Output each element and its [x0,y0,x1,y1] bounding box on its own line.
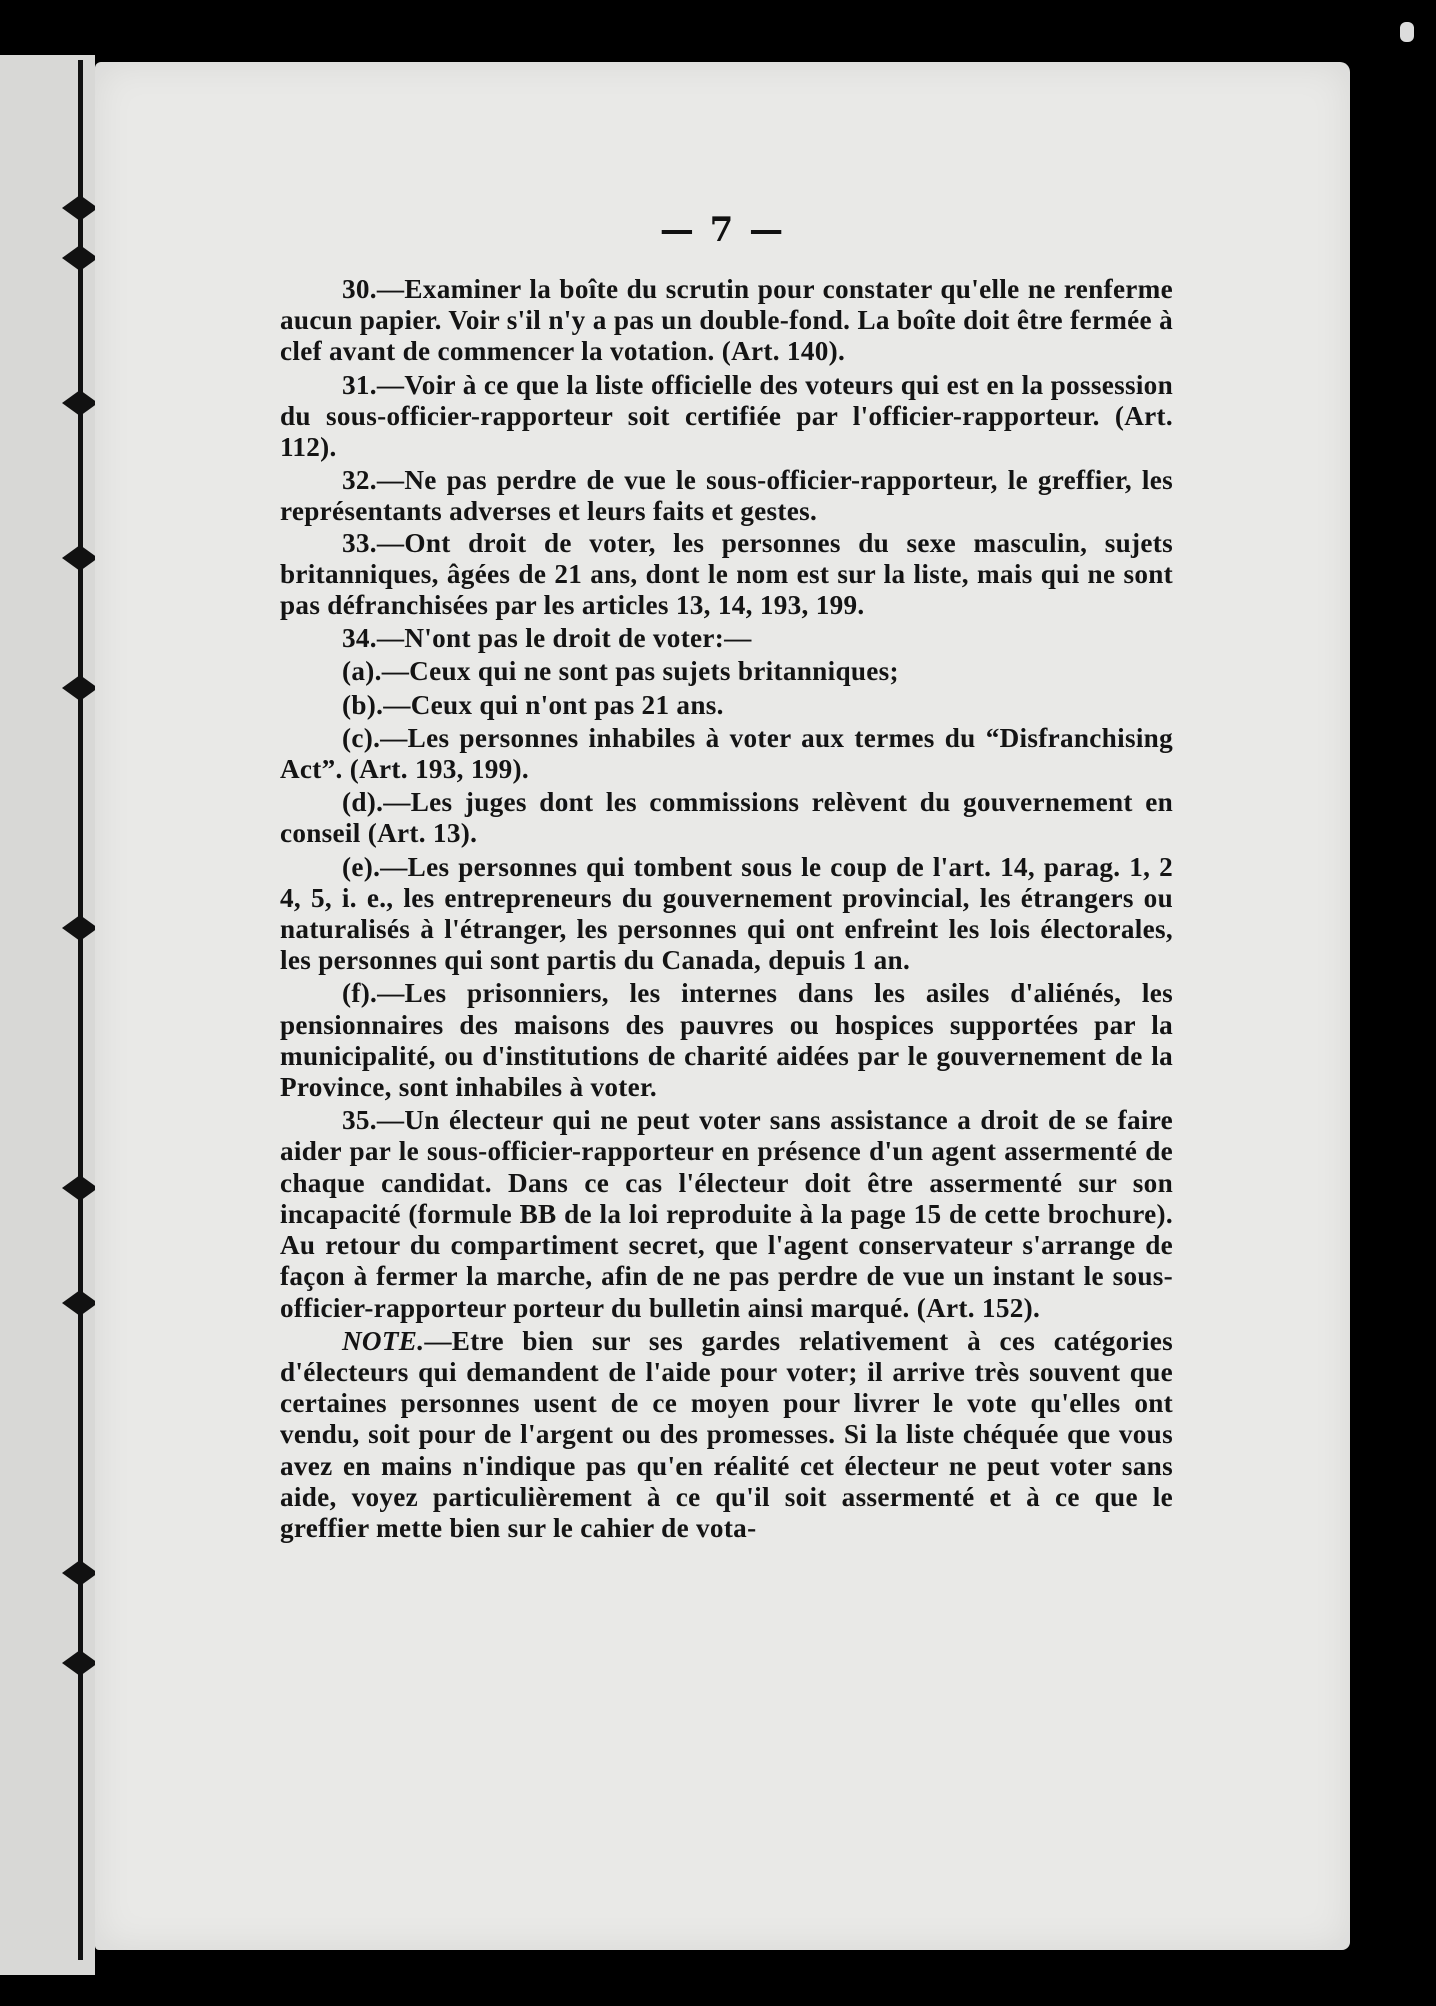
paragraph-34a: (a).—Ceux qui ne sont pas sujets britanniques; [342,656,899,687]
paragraph-34f: (f).—Les prisonniers, les internes dans les asiles d'aliénés, les pensionnaires des maisons des pauvres ou hospices supportées par la municipalité, ou d'institutions de charité aidées par le gouvernement de la Province, sont inhabiles à voter. [280,978,1173,1103]
paragraph-30: 30.—Examiner la boîte du scrutin pour constater qu'elle ne renferme aucun papier. Voir s'il n'y a pas un double-fond. La boîte doit être fermée à clef avant de commencer la votation. (Art. 140). [280,274,1173,367]
paragraph-34: 34.—N'ont pas le droit de voter:— [342,623,752,654]
note-body: —Etre bien sur ses gardes relativement à ces catégories d'électeurs qui demandent de l'aide pour voter; il arrive très souvent que certaines personnes usent de ce moyen pour livrer le vote qu'elles ont vendu, soit pour de l'argent ou des promesses. Si la liste chéquée que vous avez en mains n'indique pas qu'en réalité cet électeur ne peut voter sans aide, voyez particulièrement à ce qu'il soit assermenté et à ce que le greffier mette bien sur le cahier de vota- [280,1325,1173,1543]
note-paragraph [280,1326,1173,1544]
scan-speck [1400,22,1414,42]
paragraph-32: 32.—Ne pas perdre de vue le sous-officier-rapporteur, le greffier, les représentants adverses et leurs faits et gestes. [280,465,1173,527]
paragraph-34b: (b).—Ceux qui n'ont pas 21 ans. [342,689,724,720]
book-page [95,62,1350,1950]
note-label: NOTE. [342,1325,425,1356]
paragraph-31: 31.—Voir à ce que la liste officielle des voteurs qui est en la possession du sous-officier-rapporteur soit certifiée par l'officier-rapporteur. (Art. 112). [280,369,1173,463]
page-number: — 7 — [659,210,786,250]
paragraph-35: 35.—Un électeur qui ne peut voter sans assistance a droit de se faire aider par le sous-officier-rapporteur en présence d'un agent assermenté de chaque candidat. Dans ce cas l'électeur doit être assermenté sur son incapacité (formule BB de la loi reproduite à la page 15 de cette brochure). Au retour du compartiment secret, que l'agent conservateur s'arrange de façon à fermer la marche, afin de ne pas perdre de vue un instant le sous-officier-rapporteur porteur du bulletin ainsi marqué. (Art. 152). [280,1105,1173,1323]
body-text [280,274,1173,1546]
paragraph-33: 33.—Ont droit de voter, les personnes du sexe masculin, sujets britanniques, âgées de 21 ans, dont le nom est sur la liste, mais qui ne sont pas défranchisées par les articles 13, 14, 193, 199. [280,527,1173,621]
paragraph-34d: (d).—Les juges dont les commissions relèvent du gouvernement en conseil (Art. 13). [280,787,1173,849]
paragraph-34e: (e).—Les personnes qui tombent sous le coup de l'art. 14, parag. 1, 2 4, 5, i. e., les entrepreneurs du gouvernement provincial, les étrangers ou naturalisés à l'étranger, les personnes qui ont enfreint les lois électorales, les personnes qui sont partis du Canada, depuis 1 an. [280,851,1173,976]
paragraph-34c: (c).—Les personnes inhabiles à voter aux termes du “Disfranchising Act”. (Art. 193, 199). [280,722,1173,785]
